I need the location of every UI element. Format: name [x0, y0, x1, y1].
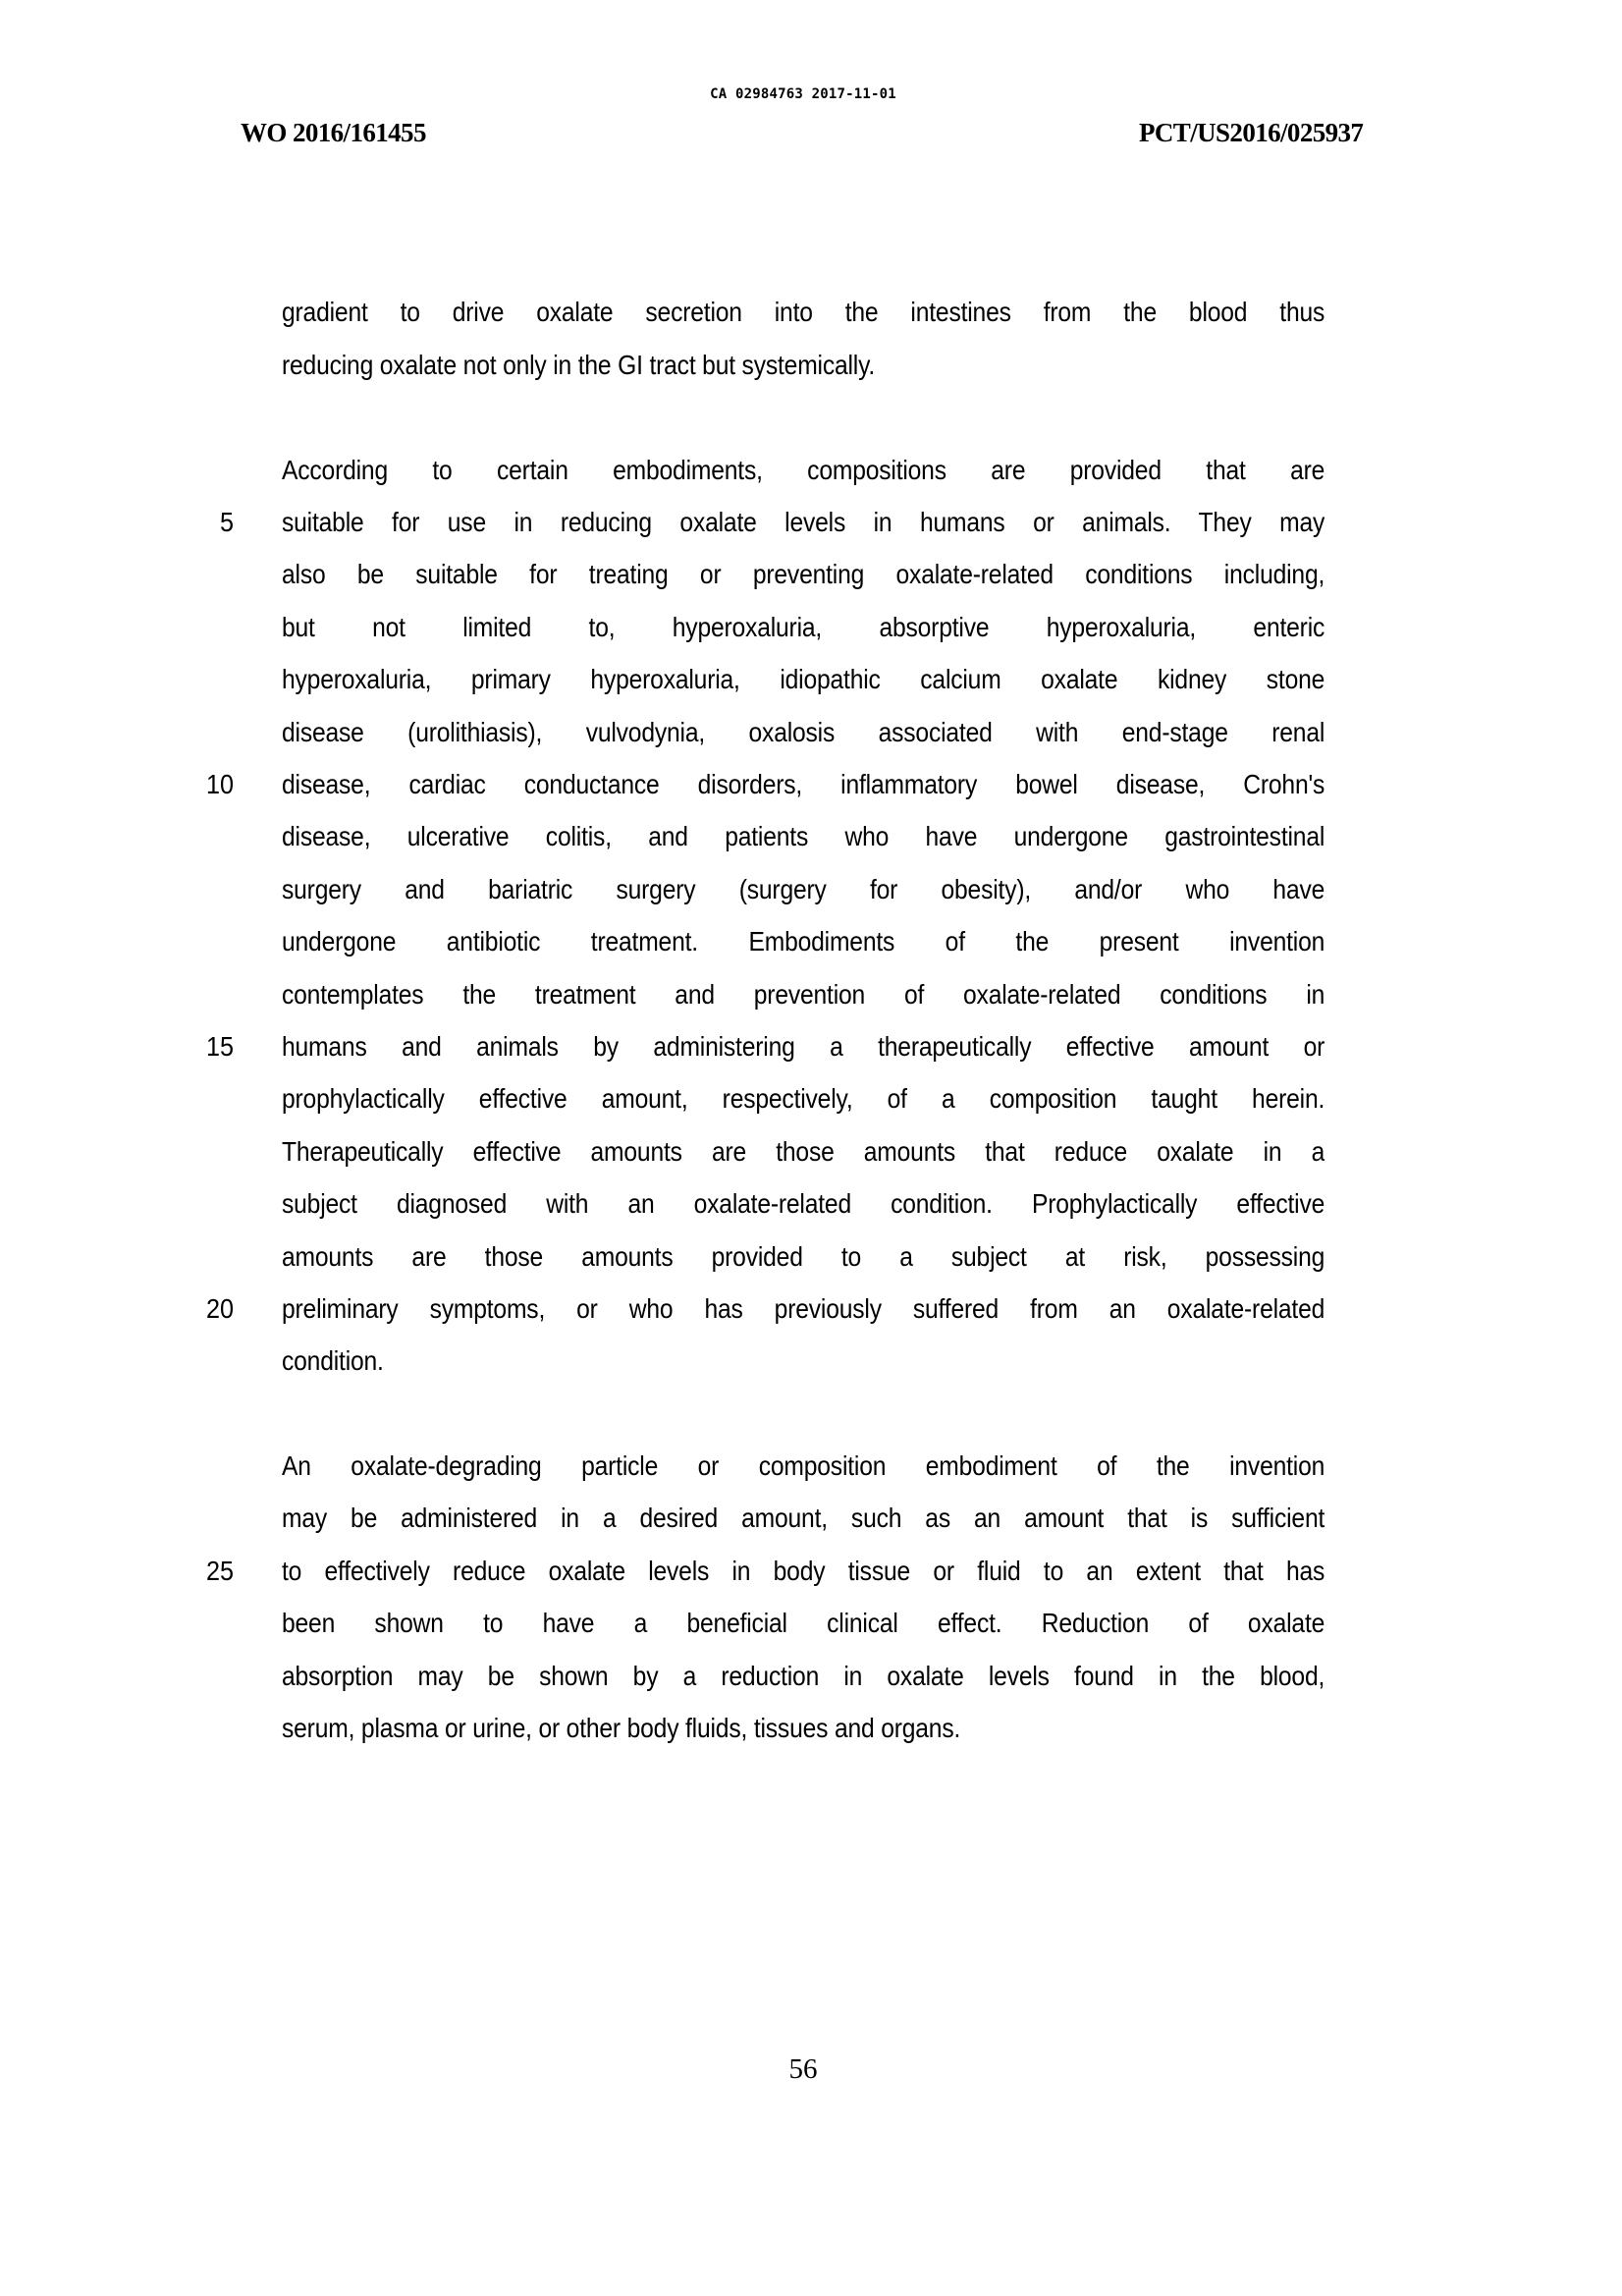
text-line: gradient to drive oxalate secretion into the intestines from the blood thus	[282, 297, 1325, 327]
text-line: prophylactically effective amount, respectively, of a composition taught herein.	[282, 1083, 1325, 1115]
text-line: may be administered in a desired amount, such as an amount that is sufficient	[282, 1503, 1325, 1534]
text-line: disease, ulcerative colitis, and patients who have undergone gastrointestinal	[282, 821, 1325, 852]
publication-number: WO 2016/161455	[241, 118, 426, 147]
text-line: subject diagnosed with an oxalate-related condition. Prophylactically effective	[282, 1188, 1325, 1220]
text-line: contemplates the treatment and prevention of oxalate-related conditions in	[282, 978, 1325, 1010]
text-line: Therapeutically effective amounts are those amounts that reduce oxalate in a	[282, 1135, 1325, 1167]
text-line: surgery and bariatric surgery (surgery for obesity), and/or who have	[282, 873, 1325, 904]
text-line: absorption may be shown by a reduction in oxalate levels found in the blood,	[282, 1660, 1325, 1691]
page-number: 56	[788, 2053, 818, 2085]
line-number-25: 25	[205, 1556, 234, 1586]
text-line: undergone antibiotic treatment. Embodiments of the present invention	[282, 926, 1325, 957]
line-number-5: 5	[219, 507, 234, 537]
text-line: but not limited to, hyperoxaluria, absorptive hyperoxaluria, enteric	[282, 611, 1325, 642]
text-line: According to certain embodiments, compositions are provided that are	[282, 454, 1325, 485]
line-number-20: 20	[205, 1293, 234, 1324]
text-line: reducing oxalate not only in the GI tract but systemically.	[282, 350, 876, 380]
line-number-15: 15	[205, 1031, 234, 1062]
text-line: preliminary symptoms, or who has previously suffered from an oxalate-related	[282, 1293, 1325, 1324]
ca-filing-stamp: CA 02984763 2017-11-01	[710, 86, 896, 102]
text-line: hyperoxaluria, primary hyperoxaluria, idiopathic calcium oxalate kidney stone	[282, 664, 1325, 695]
text-line: condition.	[282, 1345, 384, 1377]
application-number: PCT/US2016/025937	[1139, 118, 1364, 147]
text-line: serum, plasma or urine, or other body fluids, tissues and organs.	[282, 1713, 961, 1743]
text-line: to effectively reduce oxalate levels in body tissue or fluid to an extent that has	[282, 1555, 1325, 1586]
text-line: amounts are those amounts provided to a subject at risk, possessing	[282, 1240, 1325, 1272]
text-line: been shown to have a beneficial clinical effect. Reduction of oxalate	[282, 1608, 1325, 1639]
text-line: humans and animals by administering a therapeutically effective amount or	[282, 1031, 1325, 1062]
text-line: disease (urolithiasis), vulvodynia, oxalosis associated with end-stage renal	[282, 716, 1325, 747]
text-line: An oxalate-degrading particle or composition embodiment of the invention	[282, 1450, 1325, 1481]
text-line: disease, cardiac conductance disorders, inflammatory bowel disease, Crohn's	[282, 769, 1325, 799]
text-line: suitable for use in reducing oxalate levels in humans or animals. They may	[282, 507, 1325, 537]
text-line: also be suitable for treating or preventing oxalate-related conditions including,	[282, 559, 1325, 590]
line-number-10: 10	[205, 769, 234, 799]
